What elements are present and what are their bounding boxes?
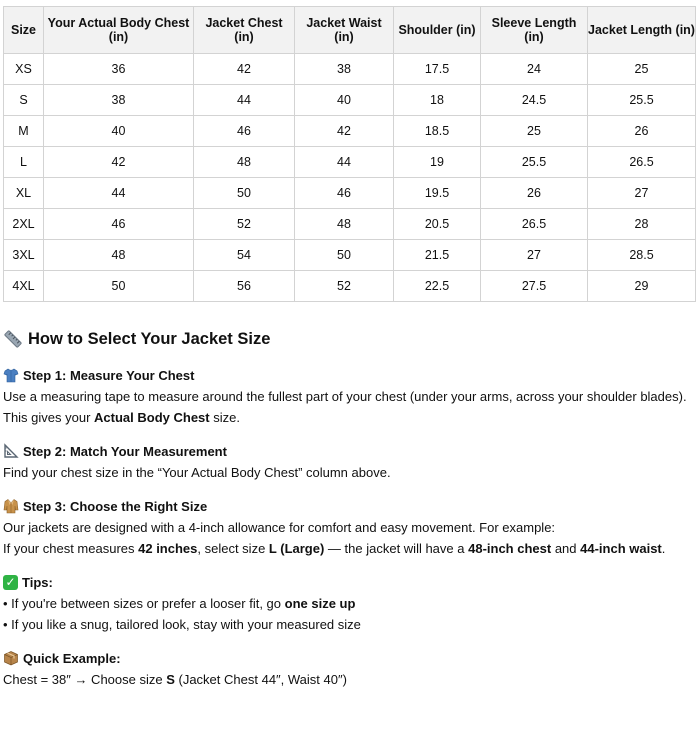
cell-jacket-waist: 42 [295,116,394,147]
check-mark-icon: ✓ [3,575,18,590]
example-line-pre: Chest = 38″ → Choose size [3,672,167,687]
cell-size: XL [4,178,44,209]
header-size: Size [4,7,44,54]
cell-shoulder: 21.5 [394,240,481,271]
cell-jacket-length: 26 [588,116,696,147]
size-chart-table [3,6,696,302]
cell-sleeve-length: 27 [481,240,588,271]
cell-body-chest: 50 [44,271,194,302]
cell-shoulder: 20.5 [394,209,481,240]
table-row [4,271,696,302]
step3-line2-e: — the jacket will have a [324,541,469,556]
table-row [4,209,696,240]
table-header-row [4,7,696,54]
cell-shoulder: 19.5 [394,178,481,209]
cell-jacket-chest: 42 [194,54,295,85]
cell-shoulder: 17.5 [394,54,481,85]
step2-line1: Find your chest size in the “Your Actual Body Chest” column above. [3,465,391,480]
header-jacket-chest: Jacket Chest (in) [194,7,295,54]
cell-body-chest: 44 [44,178,194,209]
cell-shoulder: 18.5 [394,116,481,147]
cell-sleeve-length: 27.5 [481,271,588,302]
cell-jacket-length: 29 [588,271,696,302]
example-title: Quick Example: [23,650,121,666]
cell-jacket-length: 28.5 [588,240,696,271]
step3-example [3,538,699,559]
cell-jacket-chest: 54 [194,240,295,271]
cell-size: 4XL [4,271,44,302]
cell-jacket-waist: 40 [295,85,394,116]
step1-heading [3,364,699,386]
step3-line2-a: If your chest measures [3,541,139,556]
step2-title: Step 2: Match Your Measurement [23,443,227,459]
cell-shoulder: 19 [394,147,481,178]
coat-icon [3,498,19,514]
cell-body-chest: 48 [44,240,194,271]
cell-body-chest: 42 [44,147,194,178]
header-jacket-waist: Jacket Waist (in) [295,7,394,54]
cell-jacket-waist: 50 [295,240,394,271]
table-row [4,240,696,271]
cell-jacket-chest: 52 [194,209,295,240]
cell-shoulder: 22.5 [394,271,481,302]
cell-size: S [4,85,44,116]
example-line-post: (Jacket Chest 44″, Waist 40″) [174,672,347,687]
cell-body-chest: 36 [44,54,194,85]
chest-48-term: 48-inch chest [468,541,552,556]
cell-jacket-length: 25 [588,54,696,85]
cell-jacket-waist: 38 [295,54,394,85]
waist-44-term: 44-inch waist [580,541,662,556]
guide-heading [3,326,699,352]
step1-line2-post: size. [209,410,240,425]
step2-text [3,462,699,483]
table-row [4,116,696,147]
cell-size: 2XL [4,209,44,240]
cell-shoulder: 18 [394,85,481,116]
step3-title: Step 3: Choose the Right Size [23,498,208,514]
cell-jacket-chest: 46 [194,116,295,147]
package-icon [3,650,19,666]
header-sleeve-length: Sleeve Length (in) [481,7,588,54]
cell-jacket-waist: 52 [295,271,394,302]
cell-jacket-chest: 50 [194,178,295,209]
table-row [4,178,696,209]
size-s-term: S [166,672,175,687]
step1-text-2 [3,407,699,428]
step1-text [3,386,699,407]
cell-jacket-waist: 44 [295,147,394,178]
example-heading [3,647,699,669]
table-row [4,54,696,85]
cell-sleeve-length: 26 [481,178,588,209]
header-shoulder: Shoulder (in) [394,7,481,54]
tip-item [3,614,699,635]
step1-line1: Use a measuring tape to measure around the fullest part of your chest (under your arms, across your shoulder blades). [3,389,687,404]
tip1-text: • If you're between sizes or prefer a looser fit, go [3,596,285,611]
cell-size: XS [4,54,44,85]
cell-jacket-length: 26.5 [588,147,696,178]
cell-body-chest: 40 [44,116,194,147]
step3-line1: Our jackets are designed with a 4-inch allowance for comfort and easy movement. For example: [3,520,556,535]
cell-jacket-chest: 44 [194,85,295,116]
ruler-icon [3,329,23,349]
cell-size: 3XL [4,240,44,271]
cell-sleeve-length: 24 [481,54,588,85]
cell-sleeve-length: 26.5 [481,209,588,240]
size-guide [3,326,699,690]
cell-jacket-chest: 48 [194,147,295,178]
header-body-chest: Your Actual Body Chest (in) [44,7,194,54]
size-l-term: L (Large) [268,541,325,556]
shirt-icon [3,367,19,383]
cell-body-chest: 46 [44,209,194,240]
cell-jacket-length: 27 [588,178,696,209]
cell-sleeve-length: 24.5 [481,85,588,116]
cell-sleeve-length: 25 [481,116,588,147]
cell-jacket-length: 28 [588,209,696,240]
cell-size: L [4,147,44,178]
cell-jacket-length: 25.5 [588,85,696,116]
step2-heading [3,440,699,462]
cell-body-chest: 38 [44,85,194,116]
one-size-up-term: one size up [284,596,356,611]
step3-line2-i: . [661,541,666,556]
step3-line2-g: and [551,541,581,556]
cell-jacket-waist: 46 [295,178,394,209]
cell-jacket-chest: 56 [194,271,295,302]
tip2-text: • If you like a snug, tailored look, stay with your measured size [3,617,361,632]
table-row [4,147,696,178]
step3-line2-c: , select size [197,541,269,556]
actual-body-chest-term: Actual Body Chest [94,410,210,425]
tip-item [3,593,699,614]
step3-text [3,517,699,538]
table-row [4,85,696,116]
header-jacket-length: Jacket Length (in) [588,7,696,54]
tips-heading [3,571,699,593]
step1-title: Step 1: Measure Your Chest [23,367,195,383]
example-text [3,669,699,690]
guide-title: How to Select Your Jacket Size [28,329,271,348]
step3-heading [3,495,699,517]
chest-42-term: 42 inches [138,541,198,556]
triangle-ruler-icon [3,443,19,459]
cell-sleeve-length: 25.5 [481,147,588,178]
cell-size: M [4,116,44,147]
cell-jacket-waist: 48 [295,209,394,240]
page [0,6,699,690]
tips-title: Tips: [22,574,53,590]
step1-line2-pre: This gives your [3,410,95,425]
